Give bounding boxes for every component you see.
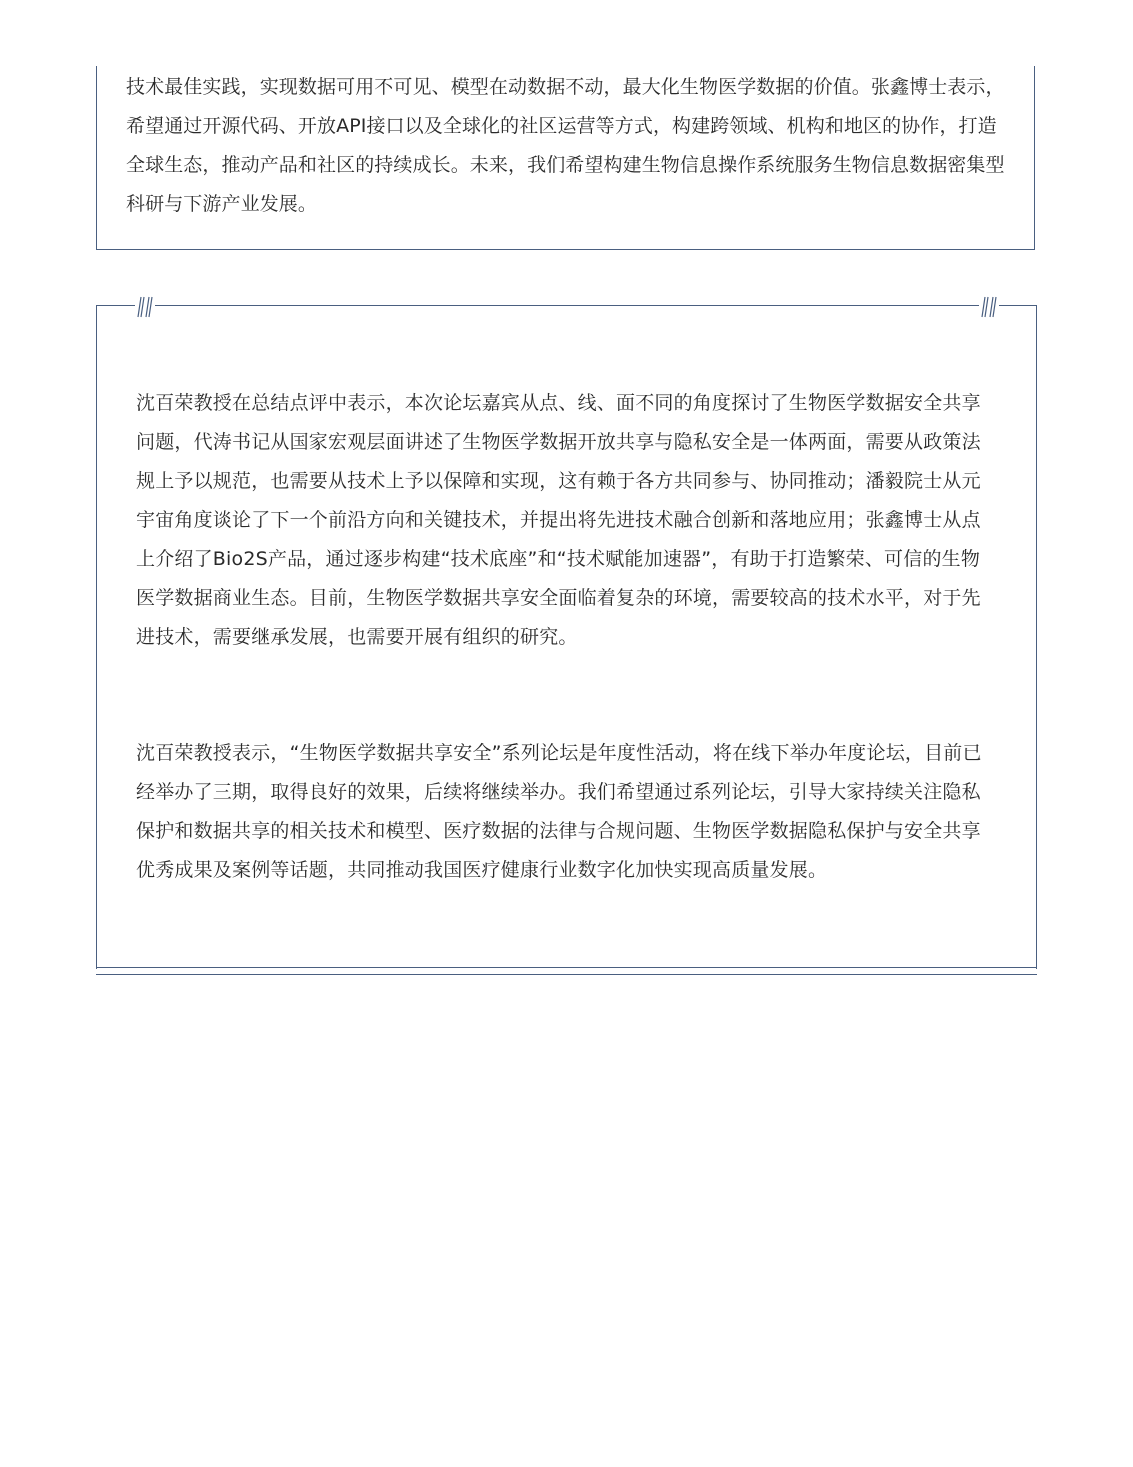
quote-right-icon [979, 296, 999, 318]
summary-paragraph: 沈百荣教授在总结点评中表示，本次论坛嘉宾从点、线、面不同的角度探讨了生物医学数据安全共享问题，代涛书记从国家宏观层面讲述了生物医学数据开放共享与隐私安全是一体两面，需要从政策法规上予以规范，也需要从技术上予以保障和实现，这有赖于各方共同参与、协同推动；潘毅院士从元宇宙角度谈论了下一个前沿方向和关键技术，并提出将先进技术融合创新和落地应用；张鑫博士从点上介绍了Bio2S产品，通过逐步构建“技术底座”和“技术赋能加速器”，有助于打造繁荣、可信的生物医学数据商业生态。目前，生物医学数据共享安全面临着复杂的环境，需要较高的技术水平，对于先进技术，需要继承发展，也需要开展有组织的研究。 [136, 392, 981, 648]
forum-series-paragraph: 沈百荣教授表示，“生物医学数据共享安全”系列论坛是年度性活动，将在线下举办年度论坛，目前已经举办了三期，取得良好的效果，后续将继续举办。我们希望通过系列论坛，引导大家持续关注隐私保护和数据共享的相关技术和模型、医疗数据的法律与合规问题、生物医学数据隐私保护与安全共享优秀成果及案例等话题，共同推动我国医疗健康行业数字化加快实现高质量发展。 [136, 742, 982, 881]
top-paragraph: 技术最佳实践，实现数据可用不可见、模型在动数据不动，最大化生物医学数据的价值。张鑫博士表示，希望通过开源代码、开放API接口以及全球化的社区运营等方式，构建跨领域、机构和地区的协作，打造全球生态，推动产品和社区的持续成长。未来，我们希望构建生物信息操作系统服务生物信息数据密集型科研与下游产业发展。 [126, 76, 1005, 215]
bottom-rule-double [96, 974, 1037, 975]
quote-left-icon [135, 296, 155, 318]
bottom-rule [96, 967, 1037, 968]
top-text-box [96, 66, 1035, 250]
